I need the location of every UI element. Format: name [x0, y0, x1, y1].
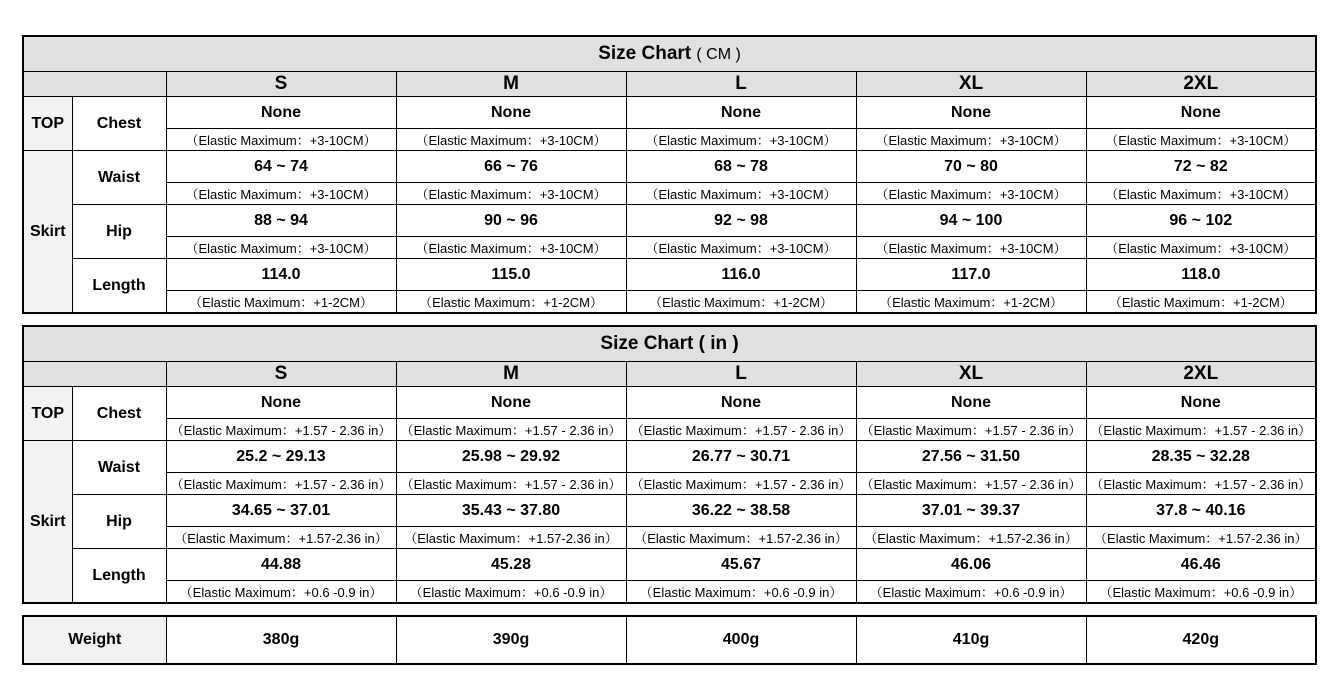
measure-row — [23, 441, 1316, 473]
elastic-note-xl: （Elastic Maximum：+3-10CM） — [856, 183, 1086, 205]
size-header-s: S — [166, 362, 396, 387]
value-cell-2xl: None — [1086, 97, 1316, 129]
value-cell-2xl: 28.35 ~ 32.28 — [1086, 441, 1316, 473]
elastic-note-m: （Elastic Maximum：+1.57-2.36 in） — [396, 527, 626, 549]
elastic-note-s: （Elastic Maximum：+1-2CM） — [166, 291, 396, 314]
elastic-note-xl: （Elastic Maximum：+1.57 - 2.36 in） — [856, 419, 1086, 441]
weight-label: Weight — [23, 616, 166, 664]
elastic-note-m: （Elastic Maximum：+3-10CM） — [396, 237, 626, 259]
measure-note-row — [23, 129, 1316, 151]
elastic-note-l: （Elastic Maximum：+3-10CM） — [626, 129, 856, 151]
chart-title-text: Size Chart — [598, 43, 692, 64]
size-header-m: M — [396, 362, 626, 387]
weight-value-m: 390g — [396, 616, 626, 664]
elastic-note-2xl: （Elastic Maximum：+1.57 - 2.36 in） — [1086, 473, 1316, 495]
measure-note-row — [23, 419, 1316, 441]
group-label-top: TOP — [23, 97, 72, 151]
value-cell-xl: 117.0 — [856, 259, 1086, 291]
value-cell-s: 114.0 — [166, 259, 396, 291]
size-header-xl: XL — [856, 362, 1086, 387]
weight-value-s: 380g — [166, 616, 396, 664]
value-cell-2xl: 72 ~ 82 — [1086, 151, 1316, 183]
value-cell-m: 90 ~ 96 — [396, 205, 626, 237]
elastic-note-s: （Elastic Maximum：+1.57-2.36 in） — [166, 527, 396, 549]
elastic-note-m: （Elastic Maximum：+0.6 -0.9 in） — [396, 581, 626, 604]
elastic-note-xl: （Elastic Maximum：+1-2CM） — [856, 291, 1086, 314]
size-header-xl: XL — [856, 72, 1086, 97]
measure-label-chest: Chest — [72, 97, 166, 151]
elastic-note-l: （Elastic Maximum：+1.57-2.36 in） — [626, 527, 856, 549]
elastic-note-l: （Elastic Maximum：+1.57 - 2.36 in） — [626, 419, 856, 441]
value-cell-xl: 27.56 ~ 31.50 — [856, 441, 1086, 473]
elastic-note-m: （Elastic Maximum：+1.57 - 2.36 in） — [396, 419, 626, 441]
measure-row — [23, 205, 1316, 237]
elastic-note-l: （Elastic Maximum：+3-10CM） — [626, 237, 856, 259]
measure-label-hip: Hip — [72, 205, 166, 259]
measure-label-chest: Chest — [72, 387, 166, 441]
value-cell-l: None — [626, 387, 856, 419]
value-cell-s: 25.2 ~ 29.13 — [166, 441, 396, 473]
elastic-note-xl: （Elastic Maximum：+1.57 - 2.36 in） — [856, 473, 1086, 495]
measure-row — [23, 259, 1316, 291]
elastic-note-s: （Elastic Maximum：+3-10CM） — [166, 183, 396, 205]
elastic-note-2xl: （Elastic Maximum：+3-10CM） — [1086, 129, 1316, 151]
size-chart-cm — [22, 35, 1317, 314]
value-cell-xl: 94 ~ 100 — [856, 205, 1086, 237]
elastic-note-2xl: （Elastic Maximum：+3-10CM） — [1086, 237, 1316, 259]
measure-row — [23, 495, 1316, 527]
group-label-top: TOP — [23, 387, 72, 441]
size-chart-in — [22, 325, 1317, 604]
header-blank-cell — [23, 362, 166, 387]
size-header-s: S — [166, 72, 396, 97]
value-cell-l: 36.22 ~ 38.58 — [626, 495, 856, 527]
value-cell-m: None — [396, 97, 626, 129]
value-cell-2xl: None — [1086, 387, 1316, 419]
elastic-note-l: （Elastic Maximum：+0.6 -0.9 in） — [626, 581, 856, 604]
elastic-note-xl: （Elastic Maximum：+3-10CM） — [856, 237, 1086, 259]
measure-row — [23, 151, 1316, 183]
value-cell-m: None — [396, 387, 626, 419]
measure-note-row — [23, 237, 1316, 259]
weight-value-l: 400g — [626, 616, 856, 664]
chart-unit-text: ( CM ) — [696, 46, 741, 63]
group-label-skirt: Skirt — [23, 151, 72, 314]
elastic-note-l: （Elastic Maximum：+3-10CM） — [626, 183, 856, 205]
elastic-note-xl: （Elastic Maximum：+3-10CM） — [856, 129, 1086, 151]
measure-note-row — [23, 473, 1316, 495]
value-cell-m: 25.98 ~ 29.92 — [396, 441, 626, 473]
elastic-note-2xl: （Elastic Maximum：+0.6 -0.9 in） — [1086, 581, 1316, 604]
value-cell-m: 45.28 — [396, 549, 626, 581]
group-label-skirt: Skirt — [23, 441, 72, 604]
value-cell-m: 115.0 — [396, 259, 626, 291]
size-chart-in-title: Size Chart ( in ) — [23, 326, 1316, 362]
value-cell-2xl: 46.46 — [1086, 549, 1316, 581]
elastic-note-s: （Elastic Maximum：+3-10CM） — [166, 237, 396, 259]
measure-label-waist: Waist — [72, 151, 166, 205]
measure-note-row — [23, 183, 1316, 205]
elastic-note-xl: （Elastic Maximum：+0.6 -0.9 in） — [856, 581, 1086, 604]
elastic-note-m: （Elastic Maximum：+1.57 - 2.36 in） — [396, 473, 626, 495]
elastic-note-s: （Elastic Maximum：+1.57 - 2.36 in） — [166, 473, 396, 495]
value-cell-l: 92 ~ 98 — [626, 205, 856, 237]
elastic-note-m: （Elastic Maximum：+3-10CM） — [396, 183, 626, 205]
value-cell-s: 44.88 — [166, 549, 396, 581]
elastic-note-2xl: （Elastic Maximum：+1-2CM） — [1086, 291, 1316, 314]
measure-label-hip: Hip — [72, 495, 166, 549]
value-cell-2xl: 118.0 — [1086, 259, 1316, 291]
value-cell-s: 88 ~ 94 — [166, 205, 396, 237]
elastic-note-xl: （Elastic Maximum：+1.57-2.36 in） — [856, 527, 1086, 549]
size-chart-in-body — [23, 387, 1316, 604]
elastic-note-2xl: （Elastic Maximum：+1.57-2.36 in） — [1086, 527, 1316, 549]
value-cell-l: 116.0 — [626, 259, 856, 291]
value-cell-l: None — [626, 97, 856, 129]
measure-row — [23, 549, 1316, 581]
measure-note-row — [23, 581, 1316, 604]
elastic-note-s: （Elastic Maximum：+1.57 - 2.36 in） — [166, 419, 396, 441]
elastic-note-l: （Elastic Maximum：+1.57 - 2.36 in） — [626, 473, 856, 495]
value-cell-xl: None — [856, 97, 1086, 129]
measure-note-row — [23, 291, 1316, 314]
value-cell-xl: 37.01 ~ 39.37 — [856, 495, 1086, 527]
value-cell-m: 66 ~ 76 — [396, 151, 626, 183]
size-header-l: L — [626, 362, 856, 387]
size-header-2xl: 2XL — [1086, 72, 1316, 97]
measure-row — [23, 387, 1316, 419]
elastic-note-m: （Elastic Maximum：+1-2CM） — [396, 291, 626, 314]
size-chart-cm-body — [23, 97, 1316, 314]
measure-label-length: Length — [72, 549, 166, 604]
measure-note-row — [23, 527, 1316, 549]
value-cell-l: 45.67 — [626, 549, 856, 581]
header-blank-cell — [23, 72, 166, 97]
value-cell-s: None — [166, 387, 396, 419]
elastic-note-2xl: （Elastic Maximum：+1.57 - 2.36 in） — [1086, 419, 1316, 441]
size-header-m: M — [396, 72, 626, 97]
measure-label-waist: Waist — [72, 441, 166, 495]
elastic-note-s: （Elastic Maximum：+0.6 -0.9 in） — [166, 581, 396, 604]
weight-table — [22, 615, 1317, 665]
value-cell-s: None — [166, 97, 396, 129]
elastic-note-s: （Elastic Maximum：+3-10CM） — [166, 129, 396, 151]
value-cell-l: 26.77 ~ 30.71 — [626, 441, 856, 473]
value-cell-2xl: 37.8 ~ 40.16 — [1086, 495, 1316, 527]
value-cell-xl: 46.06 — [856, 549, 1086, 581]
value-cell-s: 34.65 ~ 37.01 — [166, 495, 396, 527]
measure-row — [23, 97, 1316, 129]
value-cell-xl: None — [856, 387, 1086, 419]
elastic-note-m: （Elastic Maximum：+3-10CM） — [396, 129, 626, 151]
measure-label-length: Length — [72, 259, 166, 314]
value-cell-l: 68 ~ 78 — [626, 151, 856, 183]
elastic-note-2xl: （Elastic Maximum：+3-10CM） — [1086, 183, 1316, 205]
size-header-2xl: 2XL — [1086, 362, 1316, 387]
weight-value-xl: 410g — [856, 616, 1086, 664]
value-cell-s: 64 ~ 74 — [166, 151, 396, 183]
value-cell-2xl: 96 ~ 102 — [1086, 205, 1316, 237]
size-header-l: L — [626, 72, 856, 97]
elastic-note-l: （Elastic Maximum：+1-2CM） — [626, 291, 856, 314]
value-cell-m: 35.43 ~ 37.80 — [396, 495, 626, 527]
size-chart-cm-title — [23, 36, 1316, 72]
value-cell-xl: 70 ~ 80 — [856, 151, 1086, 183]
weight-value-2xl: 420g — [1086, 616, 1316, 664]
